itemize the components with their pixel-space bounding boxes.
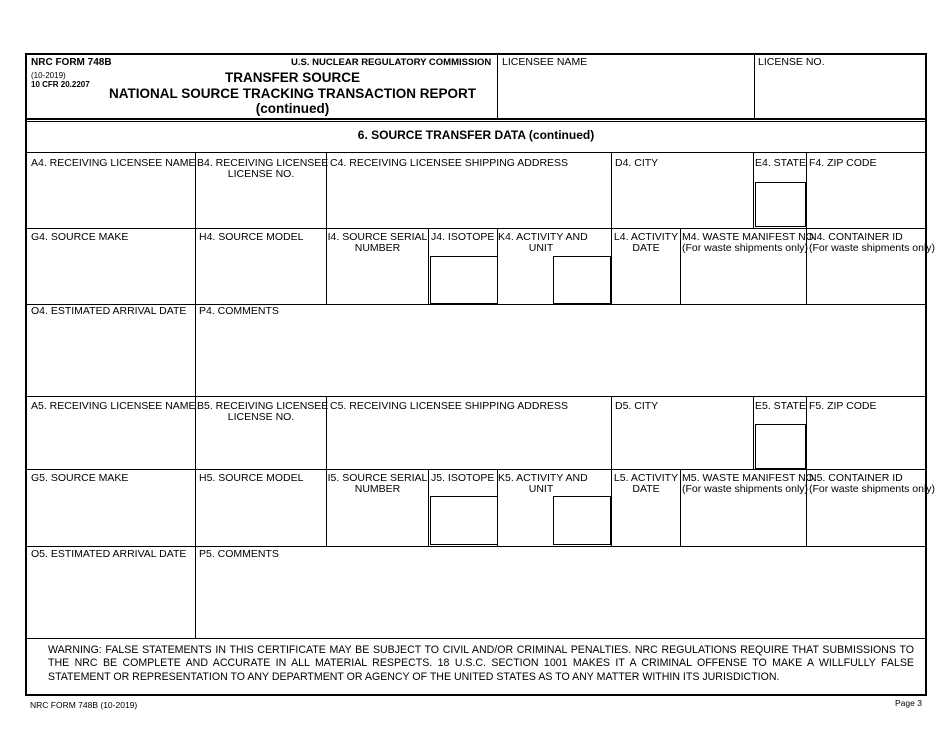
grid-line [195,396,196,546]
form-title-line2: NATIONAL SOURCE TRACKING TRANSACTION REPORT [109,86,476,101]
receiving-license-no-label-line1: B5. RECEIVING LICENSEE [197,400,329,412]
serial-number-label-line1: I5. SOURCE SERIAL [327,472,428,484]
shipping-address-field[interactable] [328,172,610,226]
form-title-line1: TRANSFER SOURCE [224,70,360,85]
section-rule [25,152,927,153]
container-id-label-line2: (For waste shipments only) [809,483,936,495]
activity-date-label-line2: DATE [632,242,660,254]
arrival-date-field[interactable] [27,563,193,636]
comments-field[interactable] [197,563,925,636]
form-number: NRC FORM 748B [31,57,112,68]
source-make-label: G5. SOURCE MAKE [31,472,129,484]
comments-label: P5. COMMENTS [199,548,279,560]
grid-line [25,396,927,397]
source-model-field[interactable] [197,487,325,544]
license-no-label: LICENSE NO. [758,56,825,68]
activity-label-line1: K4. ACTIVITY AND [498,231,588,243]
grid-line [195,304,196,396]
receiving-licensee-name-field[interactable] [27,415,193,467]
activity-date-label [612,232,680,254]
activity-date-label [612,473,680,495]
activity-label [498,231,588,254]
city-field[interactable] [613,172,752,226]
shipping-address-field[interactable] [328,415,610,467]
activity-date-label-line1: L5. ACTIVITY [613,472,679,484]
container-id-label-line1: N4. CONTAINER ID [809,231,903,243]
page-number: Page 3 [895,698,922,708]
serial-number-label-line1: I4. SOURCE SERIAL [327,231,428,243]
grid-line [753,396,754,469]
grid-line [25,546,927,547]
serial-number-field[interactable] [328,258,427,302]
activity-label-line2: UNIT [528,242,554,254]
state-input-box[interactable] [755,424,806,469]
activity-field[interactable] [499,258,551,302]
zip-label: F4. ZIP CODE [809,157,877,169]
comments-label: P4. COMMENTS [199,305,279,317]
city-label: D4. CITY [615,157,659,169]
receiving-license-no-field[interactable] [197,184,325,226]
isotope-label: J4. ISOTOPE [431,231,495,243]
waste-manifest-field[interactable] [682,498,805,544]
receiving-license-no-label-line1: B4. RECEIVING LICENSEE [197,157,329,169]
receiving-licensee-name-field[interactable] [27,172,193,226]
container-id-label-line2: (For waste shipments only) [809,242,936,254]
activity-unit-input-box[interactable] [553,256,611,304]
waste-manifest-label-line2: (For waste shipments only) [682,483,809,495]
isotope-label: J5. ISOTOPE [431,472,495,484]
source-model-label: H4. SOURCE MODEL [199,231,304,243]
serial-number-label-line2: NUMBER [354,483,401,495]
city-label: D5. CITY [615,400,659,412]
receiving-license-no-label-line2: LICENSE NO. [227,411,295,423]
waste-manifest-label [682,473,817,495]
grid-line [753,152,754,228]
source-model-label: H5. SOURCE MODEL [199,472,304,484]
container-id-label-line1: N5. CONTAINER ID [809,472,903,484]
grid-line [25,228,927,229]
form-title-line3: (continued) [255,101,330,116]
state-input-box[interactable] [755,182,806,227]
grid-line [195,546,196,638]
source-make-label: G4. SOURCE MAKE [31,231,129,243]
shipping-address-label: C4. RECEIVING LICENSEE SHIPPING ADDRESS [330,157,569,169]
cfr-reference: 10 CFR 20.2207 [31,80,90,89]
receiving-license-no-label [197,400,329,423]
grid-line [680,469,681,546]
waste-manifest-label-line1: M4. WASTE MANIFEST NO. [682,231,817,243]
header-rule [25,121,927,122]
grid-line [326,396,327,546]
arrival-date-label: O5. ESTIMATED ARRIVAL DATE [31,548,187,560]
isotope-input-box[interactable] [430,256,498,304]
waste-manifest-label-line1: M5. WASTE MANIFEST NO. [682,472,817,484]
activity-field[interactable] [499,498,551,544]
container-id-label [809,473,935,495]
form-date: (10-2019) [31,71,66,80]
activity-date-label-line2: DATE [632,483,660,495]
licensee-name-label: LICENSEE NAME [502,56,588,68]
grid-line [680,228,681,304]
agency-name: U.S. NUCLEAR REGULATORY COMMISSION [291,57,492,68]
header-rule [25,118,927,120]
serial-number-field[interactable] [328,498,427,544]
section-title: 6. SOURCE TRANSFER DATA (continued) [357,128,595,142]
activity-date-field[interactable] [613,498,679,544]
waste-manifest-label-line2: (For waste shipments only) [682,242,809,254]
grid-line [806,396,807,546]
waste-manifest-field[interactable] [682,258,805,302]
activity-date-label-line1: L4. ACTIVITY [613,231,679,243]
state-label: E4. STATE [755,157,806,169]
arrival-date-field[interactable] [27,320,193,394]
source-model-field[interactable] [197,246,325,302]
receiving-license-no-label [197,157,329,180]
licensee-name-field[interactable] [498,68,753,118]
serial-number-label [327,232,428,254]
container-id-field[interactable] [808,498,925,544]
activity-date-field[interactable] [613,258,679,302]
activity-unit-input-box[interactable] [553,496,611,545]
grid-line [428,469,429,546]
zip-label: F5. ZIP CODE [809,400,877,412]
grid-line [611,396,612,546]
source-make-field[interactable] [27,246,193,302]
grid-line [25,469,927,470]
city-field[interactable] [613,415,752,467]
shipping-address-label: C5. RECEIVING LICENSEE SHIPPING ADDRESS [330,400,569,412]
receiving-licensee-name-label: A5. RECEIVING LICENSEE NAME [31,400,196,412]
source-make-field[interactable] [27,487,193,544]
grid-line [428,228,429,304]
zip-field[interactable] [808,172,925,226]
container-id-label [809,232,935,254]
serial-number-label-line2: NUMBER [354,242,401,254]
activity-label [498,472,588,495]
receiving-license-no-field[interactable] [197,427,325,467]
activity-label-line1: K5. ACTIVITY AND [498,472,588,484]
receiving-license-no-label-line2: LICENSE NO. [227,168,295,180]
comments-field[interactable] [197,320,925,394]
warning-statement: WARNING: FALSE STATEMENTS IN THIS CERTIFICATE MAY BE SUBJECT TO CIVIL AND/OR CRIMINAL PENALTIES. NRC REGULATIONS REQUIRE THAT SUBMISSIONS TO THE NRC BE COMPLETE AND ACCURATE IN ALL MATERIAL RESPECTS. 18 U.S.C. SECTION 1001 MAKES IT A CRIMINAL OFFENSE TO MAKE A WILLFULLY FALSE STATEMENT OR REPRESENTATION TO ANY DEPARTMENT OR AGENCY OF THE UNITED STATES AS TO ANY MATTER WITHIN ITS JURISDICTION. [48,644,914,683]
license-no-field[interactable] [755,68,925,118]
state-label: E5. STATE [755,400,806,412]
zip-field[interactable] [808,415,925,467]
isotope-input-box[interactable] [430,496,498,545]
grid-line [25,638,927,639]
activity-label-line2: UNIT [528,483,554,495]
serial-number-label [327,473,428,495]
footer-form-id: NRC FORM 748B (10-2019) [30,700,138,710]
receiving-licensee-name-label: A4. RECEIVING LICENSEE NAME [31,157,196,169]
arrival-date-label: O4. ESTIMATED ARRIVAL DATE [31,305,187,317]
waste-manifest-label [682,232,817,254]
container-id-field[interactable] [808,258,925,302]
